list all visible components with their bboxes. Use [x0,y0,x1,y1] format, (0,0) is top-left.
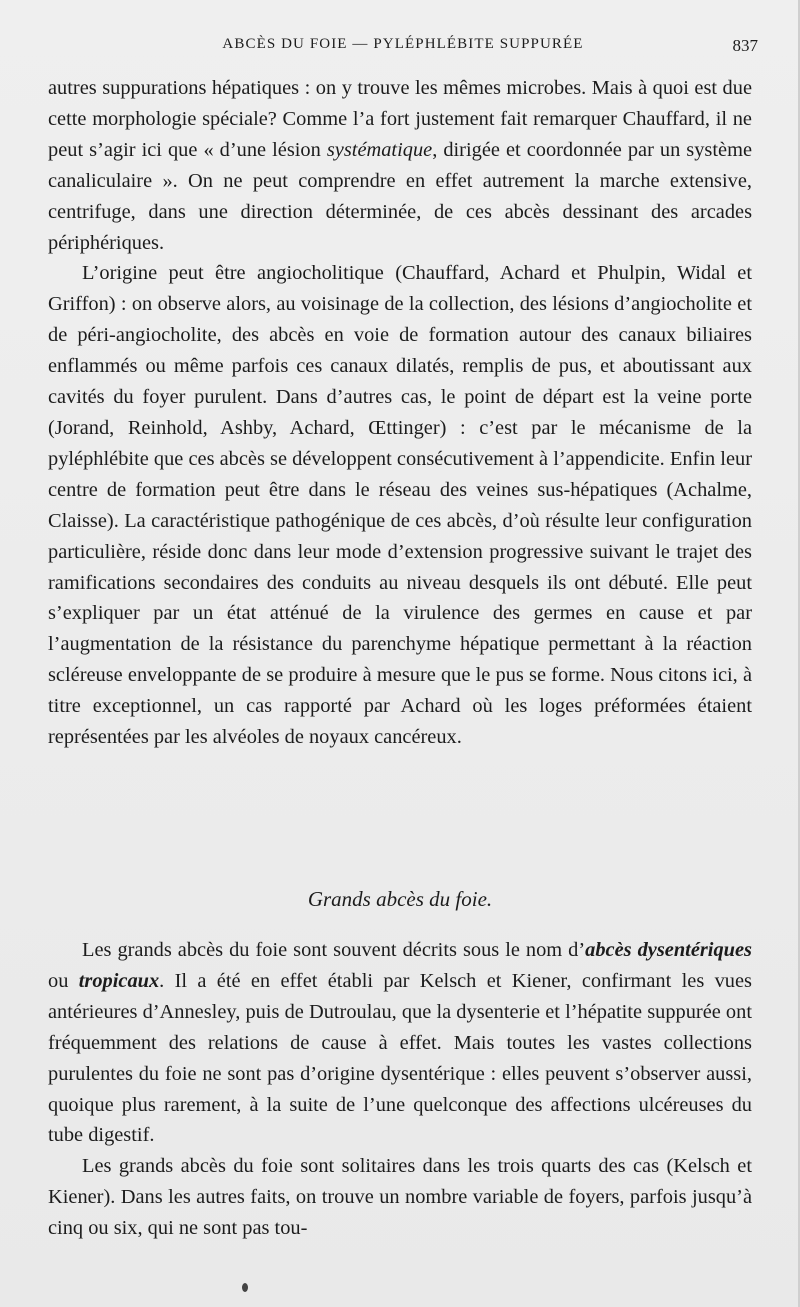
ink-speck [242,1283,248,1292]
paragraph-continued [48,73,752,258]
paragraph-text: ou [48,969,79,992]
page-number: 837 [732,36,758,55]
paragraph-solitaires: Les grands abcès du foie sont solitaires dans les trois quarts des cas (Kelsch et Kiener). Dans les autres faits, on trouve un nombre variable de foyers, parfois jusqu’à cinq ou six, qui ne sont pas tou- [48,1155,752,1240]
upper-text-block [48,73,752,753]
paragraph-text: autres suppurations hépatiques : on y trouve les mêmes microbes. Mais à quoi est due cette morphologie spéciale? Comme l’a fort justement fait remarquer Chauffard, il ne peut s’agir ici que « d’une lésion [48,77,752,161]
lower-text-block [48,935,752,1244]
paragraph-text: Les grands abcès du foie sont souvent décrits sous le nom d’ [82,939,586,961]
italic-term: systématique [326,138,433,161]
running-head: ABCÈS DU FOIE — PYLÉPHLÉBITE SUPPURÉE [222,36,584,52]
paragraph-origin: L’origine peut être angiocholitique (Chauffard, Achard et Phulpin, Widal et Griffon) : on observe alors, au voisinage de la collection, des lésions d’angiocholite et de péri-angiocholite, des abcès en voie de formation autour des canaux biliaires enflammés ou même parfois ces canaux dilatés, remplis de pus, et aboutissant aux cavités du foyer purulent. Dans d’autres cas, le point de départ est la veine porte (Jorand, Reinhold, Ashby, Achard, Œttinger) : c’est par le mécanisme de la pyléphlébite que ces abcès se développent consécutivement à l’appendicite. Enfin leur centre de formation peut être dans le réseau des veines sus-hépatiques (Achalme, Claisse). La caractéristique pathogénique de ces abcès, d’où résulte leur configuration particulière, réside donc dans leur mode d’extension progressive suivant le trajet des ramifications secondaires des conduits au niveau desquels ils ont débuté. Elle peut s’expliquer par un état atténué de la virulence des germes en cause et par l’augmentation de la résistance du parenchyme hépatique permettant à la réaction scléreuse enveloppante de se produire à mesure que le pus se forme. Nous citons ici, à titre exceptionnel, un cas rapporté par Achard où les loges préformées étaient représentées par les alvéoles de noyaux cancéreux. [48,262,752,749]
paragraph-grands-abces [48,935,752,1151]
page-header [48,36,758,60]
italic-term: abcès dysentériques [585,939,752,961]
paragraph-text: , dirigée et coordonnée par un système canaliculaire ». On ne peut comprendre en effet autrement la marche extensive, centrifuge, dans une direction déterminée, de ces abcès dessinant des arcades périphériques. [48,138,752,254]
italic-term: tropicaux [78,969,160,992]
section-heading: Grands abcès du foie. [307,887,493,911]
paragraph-text: . Il a été en effet établi par Kelsch et Kiener, confirmant les vues antérieures d’Annesley, puis de Dutroulau, que la dysenterie et l’hépatite suppurée ont fréquemment des relations de cause à effet. Mais toutes les vastes collections purulentes du foie ne sont pas d’origine dysentérique : elles peuvent s’observer aussi, quoique plus rarement, à la suite de l’une quelconque des affections ulcéreuses du tube digestif. [48,969,752,1147]
